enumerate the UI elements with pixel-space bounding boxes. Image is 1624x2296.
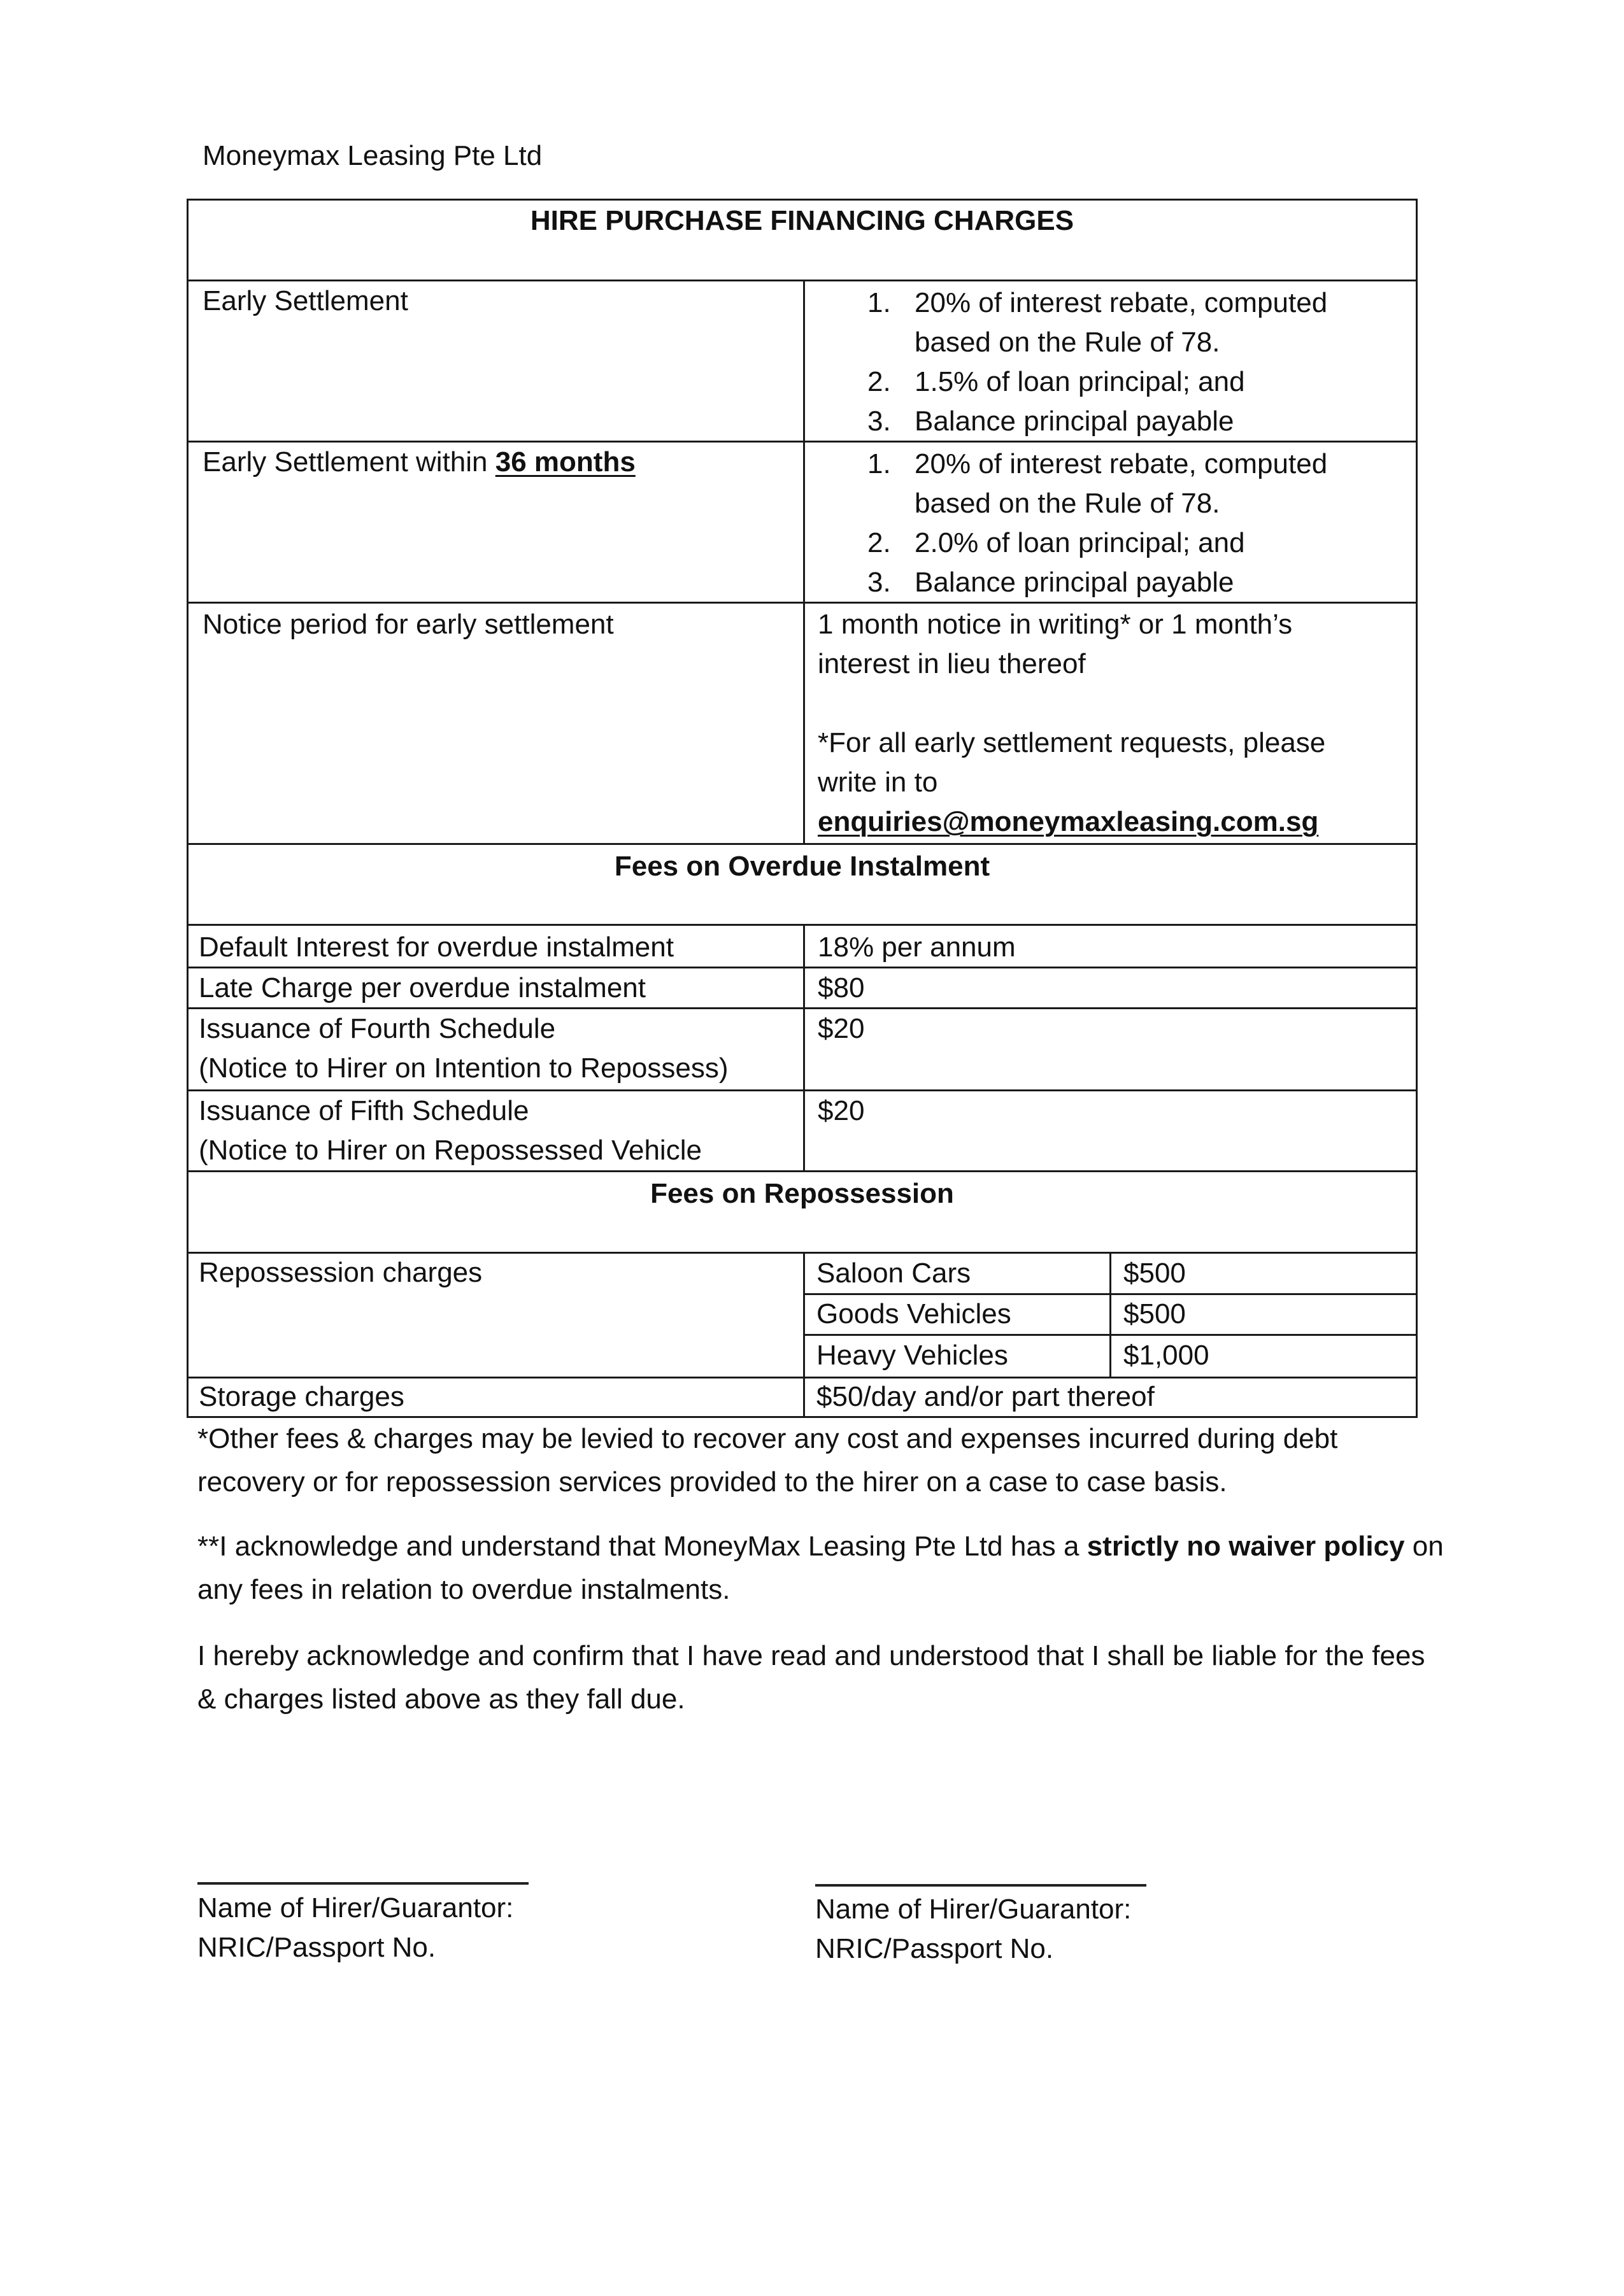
repossession-section-header: Fees on Repossession: [650, 1178, 954, 1209]
list-text: Balance principal payable: [915, 406, 1234, 437]
storage-charges-label: Storage charges: [199, 1381, 404, 1412]
list-number: 1.: [867, 448, 891, 479]
nric-label: NRIC/Passport No.: [197, 1932, 436, 1963]
column-divider: [803, 280, 805, 844]
storage-charges-value: $50/day and/or part thereof: [816, 1381, 1155, 1412]
row-label-main: Issuance of Fifth Schedule: [199, 1095, 529, 1126]
label-prefix: Early Settlement within: [203, 446, 495, 478]
repossession-charges-label: Repossession charges: [199, 1257, 483, 1288]
signature-line[interactable]: [815, 1884, 1146, 1887]
overdue-row-label: [199, 1091, 702, 1170]
column-divider: [803, 1252, 805, 1417]
early-settlement-label: Early Settlement: [203, 285, 408, 316]
table-border-right: [1416, 199, 1418, 1418]
row-label-sub: (Notice to Hirer on Intention to Repossess): [199, 1052, 729, 1084]
table-divider: [187, 1170, 1418, 1172]
list-text: based on the Rule of 78.: [915, 327, 1220, 358]
table-divider: [187, 924, 1418, 926]
row-label-sub: (Notice to Hirer on Repossessed Vehicle: [199, 1135, 702, 1166]
list-text: 1.5% of loan principal; and: [915, 366, 1245, 397]
column-divider: [803, 924, 805, 1171]
overdue-row-label: Late Charge per overdue instalment: [199, 972, 646, 1003]
hirer-name-label: Name of Hirer/Guarantor:: [197, 1892, 514, 1924]
waiver-note: [197, 1525, 1446, 1612]
notice-period-terms: [818, 605, 1325, 842]
signature-block-right: [815, 1890, 1131, 1969]
overdue-row-label: [199, 1009, 729, 1088]
list-text: Balance principal payable: [915, 567, 1234, 598]
list-number: 2.: [867, 366, 891, 397]
waiver-emphasis: strictly no waiver policy: [1086, 1531, 1405, 1562]
notice-note: write in to: [818, 767, 938, 798]
signature-block-left: [197, 1889, 513, 1967]
vehicle-type: Saloon Cars: [816, 1258, 971, 1289]
table-border-left: [187, 199, 189, 1418]
notice-period-label: Notice period for early settlement: [203, 609, 614, 640]
vehicle-fee: $500: [1123, 1298, 1186, 1329]
table-border-top: [187, 199, 1418, 201]
list-text: 20% of interest rebate, computed: [915, 287, 1328, 318]
notice-line: 1 month notice in writing* or 1 month’s: [818, 609, 1293, 640]
list-text: 2.0% of loan principal; and: [915, 527, 1245, 558]
acknowledgement-statement: I hereby acknowledge and confirm that I have read and understood that I shall be liable for the fees & charges listed above as they fall due.: [197, 1640, 1425, 1715]
list-number: 2.: [867, 527, 891, 558]
list-text: 20% of interest rebate, computed: [915, 448, 1328, 479]
vehicle-fee: $500: [1123, 1258, 1186, 1289]
overdue-row-value: $20: [818, 1095, 865, 1126]
company-name: Moneymax Leasing Pte Ltd: [203, 140, 543, 171]
waiver-suffix: on any fees in relation to overdue instalments.: [197, 1531, 1444, 1605]
vehicle-type: Goods Vehicles: [816, 1298, 1011, 1329]
list-number: 3.: [867, 567, 891, 598]
early-settlement-36-label: [203, 443, 636, 482]
early-settlement-terms: [867, 283, 1327, 441]
notice-line: interest in lieu thereof: [818, 648, 1086, 679]
column-divider: [1109, 1252, 1111, 1377]
overdue-row-value: $80: [818, 972, 865, 1003]
nric-label: NRIC/Passport No.: [815, 1933, 1054, 1964]
table-divider: [187, 843, 1418, 845]
label-emphasis: 36 months: [495, 446, 636, 478]
other-fees-note: *Other fees & charges may be levied to recover any cost and expenses incurred during debt recovery or for repossession services provided to the hirer on a case to case basis.: [197, 1423, 1338, 1498]
notice-note: *For all early settlement requests, please: [818, 727, 1326, 758]
list-text: based on the Rule of 78.: [915, 488, 1220, 519]
list-number: 3.: [867, 406, 891, 437]
list-number: 1.: [867, 287, 891, 318]
waiver-prefix: **I acknowledge and understand that MoneyMax Leasing Pte Ltd has a: [197, 1531, 1087, 1562]
vehicle-fee: $1,000: [1123, 1340, 1209, 1371]
overdue-row-value: $20: [818, 1013, 865, 1044]
vehicle-type: Heavy Vehicles: [816, 1340, 1008, 1371]
overdue-row-value: 18% per annum: [818, 932, 1016, 963]
early-settlement-36-terms: [867, 444, 1327, 602]
hirer-name-label: Name of Hirer/Guarantor:: [815, 1894, 1132, 1925]
row-label-main: Issuance of Fourth Schedule: [199, 1013, 556, 1044]
overdue-row-label: Default Interest for overdue instalment: [199, 932, 674, 963]
email-link[interactable]: enquiries@moneymaxleasing.com.sg: [818, 806, 1319, 837]
table-title: HIRE PURCHASE FINANCING CHARGES: [530, 205, 1074, 236]
overdue-section-header: Fees on Overdue Instalment: [614, 851, 990, 882]
signature-line[interactable]: [197, 1882, 529, 1885]
